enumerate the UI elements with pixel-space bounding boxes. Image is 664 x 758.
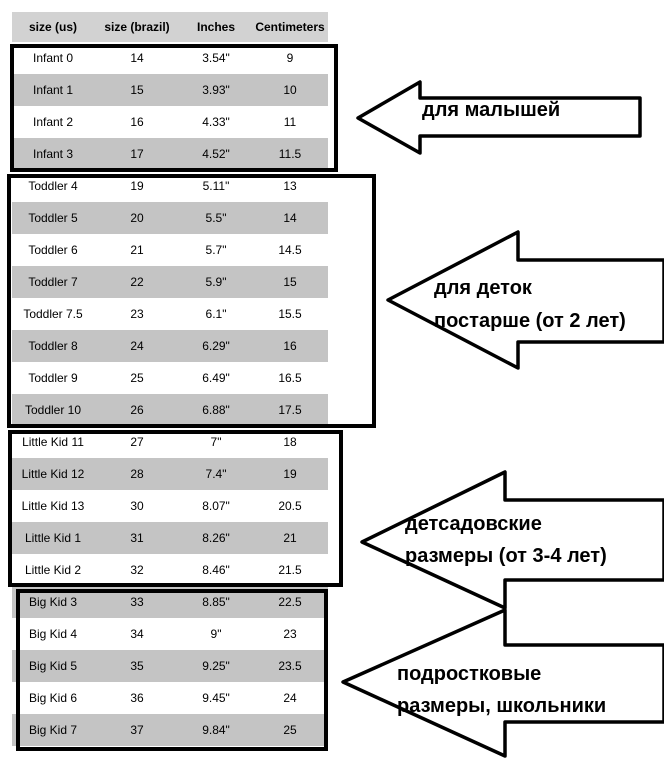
table-cell: Infant 0 [32,51,74,65]
table-cell: 24 [283,691,297,705]
table-cell: 21.5 [278,563,302,577]
table-cell: Little Kid 12 [21,467,85,481]
label-little-kid-line2: размеры (от 3-4 лет) [405,545,607,567]
table-cell: Little Kid 11 [22,435,84,449]
table-cell: 37 [130,723,144,737]
table-cell: 23 [130,307,144,321]
table-cell: Toddler 7.5 [23,307,83,321]
table-cell: Little Kid 1 [24,531,82,545]
table-cell: Little Kid 2 [24,563,82,577]
table-cell: 3.54" [202,51,230,65]
table-cell: 22 [130,275,144,289]
table-cell: 30 [130,499,144,513]
table-cell: 13 [283,179,297,193]
table-cell: 28 [130,467,144,481]
table-cell: 23 [283,627,297,641]
table-cell: 31 [130,531,144,545]
table-cell: 21 [130,243,144,257]
table-cell: Toddler 6 [28,243,78,257]
table-cell: 15 [283,275,297,289]
table-cell: 4.33" [202,115,230,129]
header-size-us: size (us) [28,20,77,34]
table-cell: 7" [210,435,222,449]
label-infant: для малышей [422,99,561,121]
table-cell: 32 [130,563,144,577]
label-toddler-line2: постарше (от 2 лет) [434,310,626,332]
table-cell: 8.46" [202,563,230,577]
table-cell: 24 [130,339,144,353]
label-big-kid-line1: подростковые [397,663,542,685]
table-cell: 6.29" [202,339,230,353]
table-cell: 6.49" [202,371,230,385]
table-cell: 21 [283,531,297,545]
header-size-brazil: size (brazil) [104,20,170,34]
table-cell: 20.5 [278,499,302,513]
table-cell: 33 [130,595,144,609]
table-cell: 16 [130,115,144,129]
table-cell: 17.5 [278,403,302,417]
table-cell: 7.4" [205,467,227,481]
table-cell: 6.1" [205,307,227,321]
table-cell: 22.5 [278,595,302,609]
table-cell: Infant 1 [32,83,74,97]
table-cell: 23.5 [278,659,302,673]
table-cell: 9.25" [202,659,230,673]
table-cell: 9.45" [202,691,230,705]
table-cell: 9.84" [202,723,230,737]
table-cell: Big Kid 7 [28,723,78,737]
label-big-kid-line2: размеры, школьники [397,695,607,717]
table-cell: Toddler 9 [28,371,78,385]
table-cell: Toddler 5 [28,211,78,225]
label-little-kid-line1: детсадовские [405,513,542,535]
table-cell: 4.52" [202,147,230,161]
label-toddler-line1: для деток [434,277,532,299]
table-cell: 19 [130,179,144,193]
table-cell: 8.26" [202,531,230,545]
table-cell: 11 [283,115,297,129]
table-cell: 17 [130,147,144,161]
table-cell: 3.93" [202,83,230,97]
table-cell: 8.07" [202,499,230,513]
table-cell: Toddler 4 [28,179,78,193]
table-cell: 25 [283,723,297,737]
table-cell: 11.5 [278,147,302,161]
table-cell: 34 [130,627,144,641]
table-cell: 27 [130,435,144,449]
table-cell: 10 [283,83,297,97]
table-cell: 26 [130,403,144,417]
table-cell: 9" [210,627,222,641]
table-cell: 5.5" [205,211,227,225]
table-cell: Toddler 10 [24,403,82,417]
table-cell: 19 [283,467,297,481]
table-cell: 5.7" [205,243,227,257]
table-cell: Big Kid 3 [28,595,78,609]
header-inches: Inches [196,20,235,34]
table-cell: 8.85" [202,595,230,609]
table-cell: Little Kid 13 [21,499,85,513]
table-cell: 14.5 [278,243,302,257]
table-cell: 16 [283,339,297,353]
table-cell: Infant 2 [32,115,74,129]
table-cell: Big Kid 6 [28,691,78,705]
table-cell: 16.5 [278,371,302,385]
table-cell: 25 [130,371,144,385]
table-cell: 20 [130,211,144,225]
table-cell: 36 [130,691,144,705]
table-cell: 9 [286,51,294,65]
table-cell: 35 [130,659,144,673]
table-cell: Toddler 8 [28,339,78,353]
header-centimeters: Centimeters [255,20,325,34]
table-cell: 5.9" [205,275,227,289]
table-cell: 14 [130,51,144,65]
table-cell: 15 [130,83,144,97]
table-cell: Infant 3 [32,147,74,161]
table-cell: 6.88" [202,403,230,417]
table-cell: 14 [283,211,297,225]
table-cell: Big Kid 4 [28,627,78,641]
table-cell: Big Kid 5 [28,659,78,673]
table-cell: 5.11" [202,179,230,193]
table-cell: Toddler 7 [28,275,78,289]
table-cell: 18 [283,435,297,449]
table-cell: 15.5 [278,307,302,321]
